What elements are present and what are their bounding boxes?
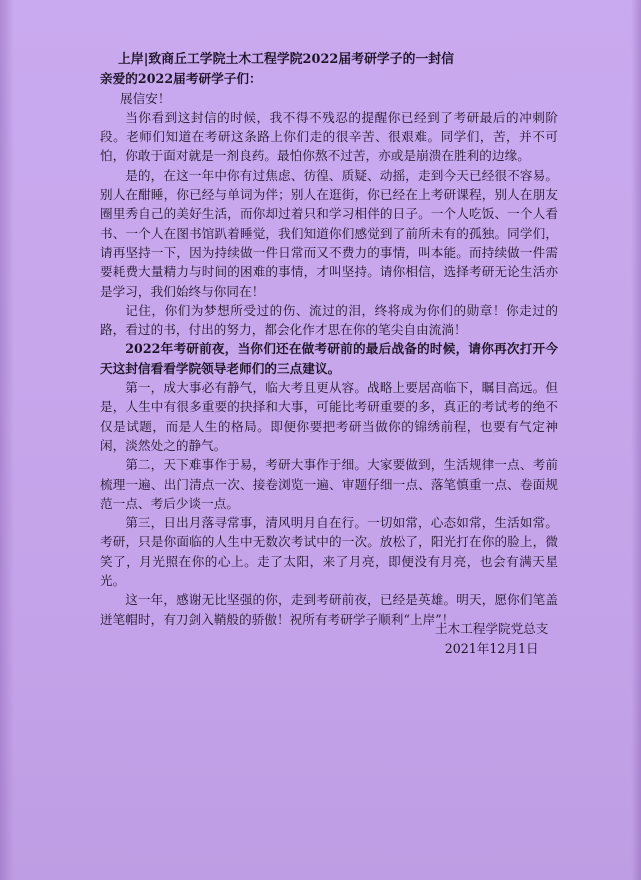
page-edge-shadow-left xyxy=(0,0,14,880)
page-edge-shadow-right xyxy=(631,0,641,880)
letter-title: 上岸|致商丘工学院土木工程学院2022届考研学子的一封信 xyxy=(118,52,454,67)
letter-salutation: 亲爱的2022届考研学子们： xyxy=(100,71,262,87)
signature-block xyxy=(435,619,548,659)
signature-date: 2021年12月1日 xyxy=(444,641,539,656)
paragraph-advice-first: 第一，成大事必有静气，临大考且更从容。战略上要居高临下，瞩目高远。但是，人生中有很多重要的抉择和大事，可能比考研重要的多，真正的考试考的绝不仅是试题，而是人生的格局。即便你要把考研当做你的锦绣前程，也要有气定神闲，淡然处之的静气。 xyxy=(100,380,558,453)
paragraph-advice-third: 第三，日出月落寻常事，清风明月自在行。一切如常，心态如常，生活如常。考研，只是你面临的人生中无数次考试中的一次。放松了，阳光打在你的脸上，微笑了，月光照在你的心上。走了太阳，来了月亮，即便没有月亮，也会有满天星光。 xyxy=(100,515,558,589)
letter-greeting: 展信安！ xyxy=(120,90,171,106)
paragraph: 是的，在这一年中你有过焦虑、彷徨、质疑、动摇，走到今天已经很不容易。别人在酣睡，你已经与单词为伴；别人在逛街，你已经在上考研课程，别人在朋友圈里秀自己的美好生活，而你却过着只和学习相伴的日子。一个人吃饭、一个人看书、一个人在图书馆趴着睡觉，我们知道你们感觉到了前所未有的孤独。同学们，请再坚持一下，因为持续做一件日常而又不费力的事情，叫本能。而持续做一件需要耗费大量精力与时间的困难的事情，才叫坚持。请你相信，选择考研无论生活亦是学习，我们始终与你同在！ xyxy=(100,167,558,299)
letter-body xyxy=(100,50,558,629)
paragraph: 当你看到这封信的时候，我不得不残忍的提醒你已经到了考研最后的冲刺阶段。老师们知道在考研这条路上你们走的很辛苦、很艰难。同学们，苦，并不可怕，你敢于面对就是一剂良药。最怕你熬不过苦，亦或是崩溃在胜利的边缘。 xyxy=(100,109,558,164)
paragraph-closing: 这一年，感谢无比坚强的你，走到考研前夜，已经是英雄。明天，愿你们笔盖迸笔帽时，有刀剑入鞘般的骄傲！祝所有考研学子顺利“上岸”！ xyxy=(100,592,558,627)
paragraph: 记住，你们为梦想所受过的伤、流过的泪，终将成为你们的勋章！你走过的路，看过的书，付出的努力，都会化作才思在你的笔尖自由流淌！ xyxy=(100,302,558,338)
paragraph-highlight: 2022年考研前夜，当你们还在做考研前的最后战备的时候，请你再次打开今天这封信看看学院领导老师们的三点建议。 xyxy=(100,341,558,376)
paragraph-advice-second: 第二，天下难事作于易，考研大事作于细。大家要做到，生活规律一点、考前梳理一遍、出门清点一次、接卷浏览一遍、审题仔细一点、落笔慎重一点、卷面规范一点、考后少谈一点。 xyxy=(100,457,558,511)
signature-organization: 土木工程学院党总支 xyxy=(435,621,549,636)
